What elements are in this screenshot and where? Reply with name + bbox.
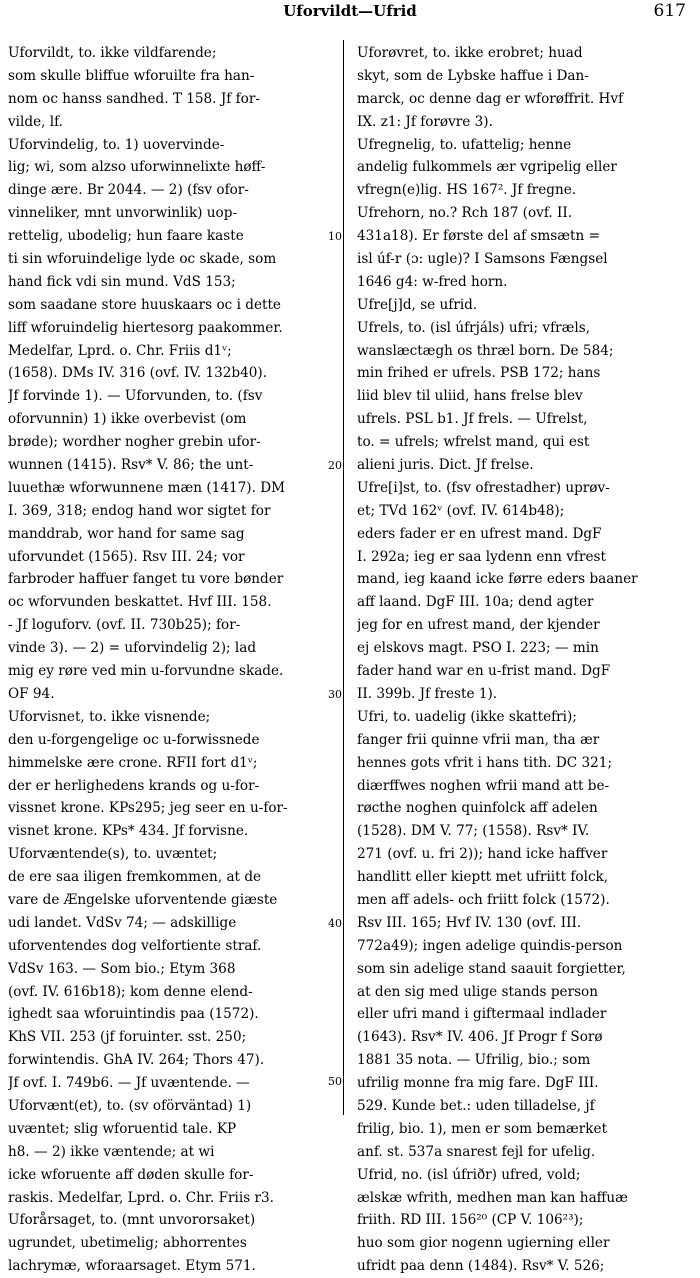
text-line: liid blev til uliid, hans frelse blev [357, 388, 583, 405]
text-line: vissnet krone. KPs295; jeg seer en u-for- [8, 800, 288, 817]
text-line: dinge ære. Br 2044. — 2) (fsv ofor- [8, 182, 249, 199]
text-line: 529. Kunde bet.: uden tilladelse, jf [357, 1097, 595, 1114]
page-header [0, 2, 700, 24]
text-line: (1658). DMs IV. 316 (ovf. IV. 132b40). [8, 365, 268, 382]
text-line: brøde); wordher nogher grebin ufor- [8, 434, 261, 451]
text-line: 271 (ovf. u. fri 2)); hand icke haffver [357, 846, 608, 863]
text-line: OF 94. [8, 685, 55, 702]
text-line: Uforvænt(et), to. (sv oförväntad) 1) [8, 1097, 252, 1114]
text-line: Uforøvret, to. ikke erobret; huad [357, 45, 583, 61]
text-line: Ufre[j]d, se ufrid. [357, 296, 478, 313]
text-line: Uforvildt, to. ikke vildfarende; [8, 45, 217, 61]
text-line: Ufrels, to. (isl úfrjáls) ufri; vfræls, [357, 319, 591, 336]
text-line: fader hand war en u-frist mand. DgF [357, 663, 611, 680]
text-line: marck, oc denne dag er wforøffrit. Hvf [357, 90, 624, 107]
text-line: I. 369, 318; endog hand wor sigtet for [8, 502, 271, 519]
text-line: Medelfar, Lprd. o. Chr. Friis d1ᵛ; [8, 342, 232, 359]
running-title: Uforvildt—Ufrid [283, 2, 417, 20]
text-line: forwintendis. GhA IV. 264; Thors 47). [8, 1052, 265, 1069]
text-line: visnet krone. KPs* 434. Jf forvisne. [8, 823, 249, 840]
text-line: I. 292a; ieg er saa lydenn enn vfrest [357, 548, 606, 565]
text-line: Ufregnelig, to. ufattelig; henne [357, 136, 572, 153]
text-line: fanger frii quinne vfrii man, tha ær [357, 731, 600, 748]
text-line: isl úf-r (ɔ: ugle)? I Samsons Fængsel [357, 251, 608, 268]
text-line: som skulle bliffue wforuilte fra han- [8, 67, 255, 84]
text-line: KhS VII. 253 (jf foruinter. sst. 250; [8, 1029, 247, 1046]
text-line: nom oc hanss sandhed. T 158. Jf for- [8, 90, 260, 107]
text-line: alieni juris. Dict. Jf frelse. [357, 457, 534, 474]
text-line: Ufri, to. uadelig (ikke skattefri); [357, 708, 577, 725]
text-line: uvæntet; slig wforuentid tale. KP [8, 1120, 237, 1137]
text-line: røcthe noghen quinfolck aff adelen [357, 800, 598, 817]
text-line: manddrab, wor hand for same sag [8, 525, 245, 542]
text-line: VdSv 163. — Som bio.; Etym 368 [8, 960, 236, 977]
text-line: h8. — 2) ikke væntende; at wi [8, 1143, 215, 1160]
text-line: ufridt paa denn (1484). Rsv* V. 526; [357, 1258, 605, 1275]
text-line: 1646 g4: w-fred horn. [357, 273, 508, 290]
line-number: 10 [328, 230, 342, 243]
text-line: himmelske ære crone. RFII fort d1ᵛ; [8, 754, 258, 771]
text-line: lachrymæ, wforaarsaget. Etym 571. [8, 1258, 256, 1275]
text-line: oc wforvunden beskattet. Hvf III. 158. [8, 594, 272, 611]
text-line: anf. st. 537a snarest fejl for ufelig. [357, 1143, 596, 1160]
text-line: vilde, lf. [8, 113, 63, 130]
text-line: ufrels. PSL b1. Jf frels. — Ufrelst, [357, 411, 588, 428]
line-number: 20 [328, 459, 342, 472]
text-line: ti sin wforuindelige lyde oc skade, som [8, 251, 277, 268]
text-line: der er herlighedens krands og u-for- [8, 777, 260, 794]
text-line: - Jf loguforv. (ovf. II. 730b25); for- [8, 617, 241, 634]
text-line: ufrilig monne fra mig fare. DgF III. [357, 1075, 599, 1092]
text-line: luuethæ wforwunnene mæn (1417). DM [8, 479, 286, 496]
text-line: uforvundet (1565). Rsv III. 24; vor [8, 548, 245, 565]
text-line: mig ey røre ved min u-forvundne skade. [8, 663, 284, 680]
text-line: oforvunnin) 1) ikke overbevist (om [8, 411, 247, 428]
text-line: to. = ufrels; wfrelst mand, qui est [357, 434, 590, 451]
text-line: (1528). DM V. 77; (1558). Rsv* IV. [357, 823, 590, 840]
text-line: min frihed er ufrels. PSB 172; hans [357, 365, 601, 382]
text-line: ej elskovs magt. PSO I. 223; — min [357, 640, 599, 657]
text-line: at den sig med ulige stands person [357, 983, 598, 1000]
text-line: aff laand. DgF III. 10a; dend agter [357, 594, 594, 611]
text-line: vare de Ængelske uforventende giæste [8, 891, 278, 908]
text-line: hennes gots vfrit i hans tith. DC 321; [357, 754, 613, 771]
text-line: friith. RD III. 156²⁰ (CP V. 106²³); [357, 1212, 584, 1229]
text-line: (ovf. IV. 616b18); kom denne elend- [8, 983, 253, 1000]
text-line: hand fick vdi sin mund. VdS 153; [8, 273, 236, 290]
text-line: IX. z1: Jf forøvre 3). [357, 113, 493, 130]
text-line: mand, ieg kaand icke førre eders baaner [357, 571, 638, 588]
text-line: icke wforuente aff døden skulle for- [8, 1166, 254, 1183]
text-line: de ere saa iligen fremkommen, at de [8, 869, 262, 886]
text-line: Uforvisnet, to. ikke visnende; [8, 708, 211, 725]
text-line: frilig, bio. 1), men er som bemærket [357, 1120, 608, 1137]
left-column [8, 42, 330, 1278]
text-line: liff wforuindelig hiertesorg paakommer. [8, 319, 283, 336]
text-line: ighedt saa wforuintindis paa (1572). [8, 1006, 259, 1023]
text-line: som saadane store huuskaars oc i dette [8, 296, 281, 313]
text-line: ugrundet, ubetimelig; abhorrentes [8, 1235, 247, 1252]
text-line: Jf ovf. I. 749b6. — Jf uvæntende. — [8, 1075, 250, 1092]
text-line: wanslæctægh os thræl born. De 584; [357, 342, 614, 359]
text-line: men aff adels- och friitt folck (1572). [357, 891, 610, 908]
text-line: uforventendes dog velfortiente straf. [8, 937, 262, 954]
column-divider [343, 40, 344, 1115]
text-line: eller ufri mand i giftermaal indlader [357, 1006, 607, 1023]
text-line: Jf forvinde 1). — Uforvunden, to. (fsv [8, 388, 263, 405]
text-line: diærffwes noghen wfrii mand att be- [357, 777, 610, 794]
text-line: jeg for en ufrest mand, der kjender [357, 617, 600, 634]
text-line: Rsv III. 165; Hvf IV. 130 (ovf. III. [357, 914, 582, 931]
page-number: 617 [653, 1, 686, 21]
line-number: 40 [328, 917, 342, 930]
text-line: huo som gior nogenn ugierning eller [357, 1235, 610, 1252]
text-line: vinde 3). — 2) = uforvindelig 2); lad [8, 640, 257, 657]
text-line: 431a18). Er første del af smsætn = [357, 228, 600, 245]
text-line: vfregn(e)lig. HS 167². Jf fregne. [357, 182, 577, 199]
text-line: (1643). Rsv* IV. 406. Jf Progr f Sorø [357, 1029, 603, 1046]
text-line: udi landet. VdSv 74; — adskillige [8, 914, 237, 931]
text-line: andelig fulkommels ær vgripelig eller [357, 159, 617, 176]
text-line: eders fader er en ufrest mand. DgF [357, 525, 602, 542]
text-line: skyt, som de Lybske haffue i Dan- [357, 67, 589, 84]
text-line: den u-forgengelige oc u-forwissnede [8, 731, 260, 748]
text-line: Ufre[i]st, to. (fsv ofrestadher) uprøv- [357, 479, 610, 496]
text-line: rettelig, ubodelig; hun faare kaste [8, 228, 244, 245]
text-line: Uforvindelig, to. 1) uovervinde- [8, 136, 225, 153]
text-line: vinneliker, mnt unvorwinlik) uop- [8, 205, 238, 222]
right-column [357, 42, 685, 1278]
text-line: wunnen (1415). Rsv* V. 86; the unt- [8, 457, 254, 474]
text-line: 772a49); ingen adelige quindis-person [357, 937, 623, 954]
text-line: Uforårsaget, to. (mnt unvororsaket) [8, 1212, 256, 1229]
line-number: 30 [328, 688, 342, 701]
text-line: handlitt eller kieptt met ufriitt folck, [357, 869, 609, 886]
text-line: raskis. Medelfar, Lprd. o. Chr. Friis r3. [8, 1189, 274, 1206]
text-line: lig; wi, som alzso uforwinnelixte høff- [8, 159, 266, 176]
text-line: II. 399b. Jf freste 1). [357, 685, 498, 702]
text-line: Ufrid, no. (isl úfriðr) ufred, vold; [357, 1166, 581, 1183]
text-line: 1881 35 nota. — Ufrilig, bio.; som [357, 1052, 591, 1069]
text-line: farbroder haffuer fanget tu vore bønder [8, 571, 284, 588]
text-line: som sin adelige stand saauit forgietter, [357, 960, 626, 977]
line-number: 50 [328, 1075, 342, 1088]
text-line: Ufrehorn, no.? Rch 187 (ovf. II. [357, 205, 573, 222]
text-line: Uforvæntende(s), to. uvæntet; [8, 846, 218, 863]
text-line: ælskæ wfrith, medhen man kan haffuæ [357, 1189, 628, 1206]
text-line: et; TVd 162ᵛ (ovf. IV. 614b48); [357, 502, 565, 519]
